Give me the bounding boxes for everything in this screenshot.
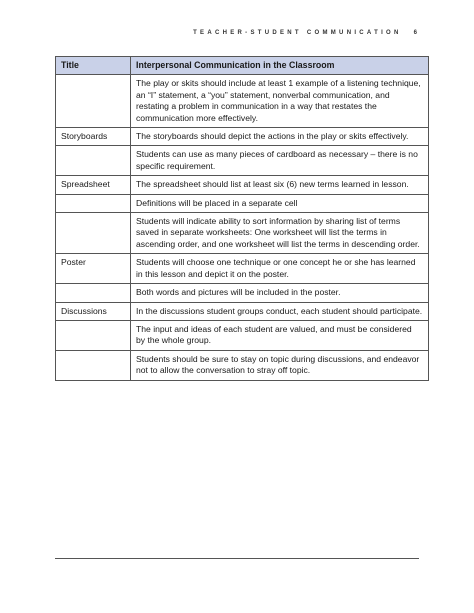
section-label-continuation [56,194,131,212]
table-row [56,302,429,320]
criteria-cell: Both words and pictures will be included in the poster. [131,284,429,302]
section-label-continuation [56,320,131,350]
criteria-cell: The play or skits should include at least 1 example of a listening technique, an “I” statement, a “you” statement, nonverbal communication, and restating a problem in communication in a way that restates the communication more effectively. [131,75,429,128]
section-label: Poster [56,254,131,284]
section-label: Spreadsheet [56,176,131,194]
criteria-cell: The spreadsheet should list at least six (6) new terms learned in lesson. [131,176,429,194]
section-label-continuation [56,350,131,380]
section-label [56,75,131,128]
rubric-table [55,56,429,381]
column-header-description: Interpersonal Communication in the Classroom [131,57,429,75]
table-row [56,284,429,302]
table-body [56,75,429,380]
criteria-cell: The storyboards should depict the actions in the play or skits effectively. [131,128,429,146]
table-row [56,75,429,128]
criteria-cell: Students will indicate ability to sort information by sharing list of terms saved in separate worksheets: One worksheet will list the terms in ascending order, and one worksheet will list the terms in descending order. [131,213,429,254]
table-row [56,176,429,194]
table-row [56,146,429,176]
running-header [193,30,417,36]
table-row [56,350,429,380]
criteria-cell: Definitions will be placed in a separate cell [131,194,429,212]
column-header-title: Title [56,57,131,75]
criteria-cell: Students can use as many pieces of cardboard as necessary – there is no specific requirement. [131,146,429,176]
section-label: Discussions [56,302,131,320]
table-row [56,320,429,350]
running-header-title: TEACHER-STUDENT COMMUNICATION [193,30,402,36]
table-header-row [56,57,429,75]
table-row [56,213,429,254]
table-row [56,128,429,146]
section-label-continuation [56,146,131,176]
page-number: 6 [413,30,417,36]
criteria-cell: Students should be sure to stay on topic during discussions, and endeavor not to allow the conversation to stray off topic. [131,350,429,380]
section-label-continuation [56,284,131,302]
criteria-cell: The input and ideas of each student are valued, and must be considered by the whole group. [131,320,429,350]
table-row [56,194,429,212]
section-label-continuation [56,213,131,254]
criteria-cell: In the discussions student groups conduct, each student should participate. [131,302,429,320]
table-row [56,254,429,284]
criteria-cell: Students will choose one technique or one concept he or she has learned in this lesson and depict it on the poster. [131,254,429,284]
section-label: Storyboards [56,128,131,146]
footer-rule [55,558,419,559]
